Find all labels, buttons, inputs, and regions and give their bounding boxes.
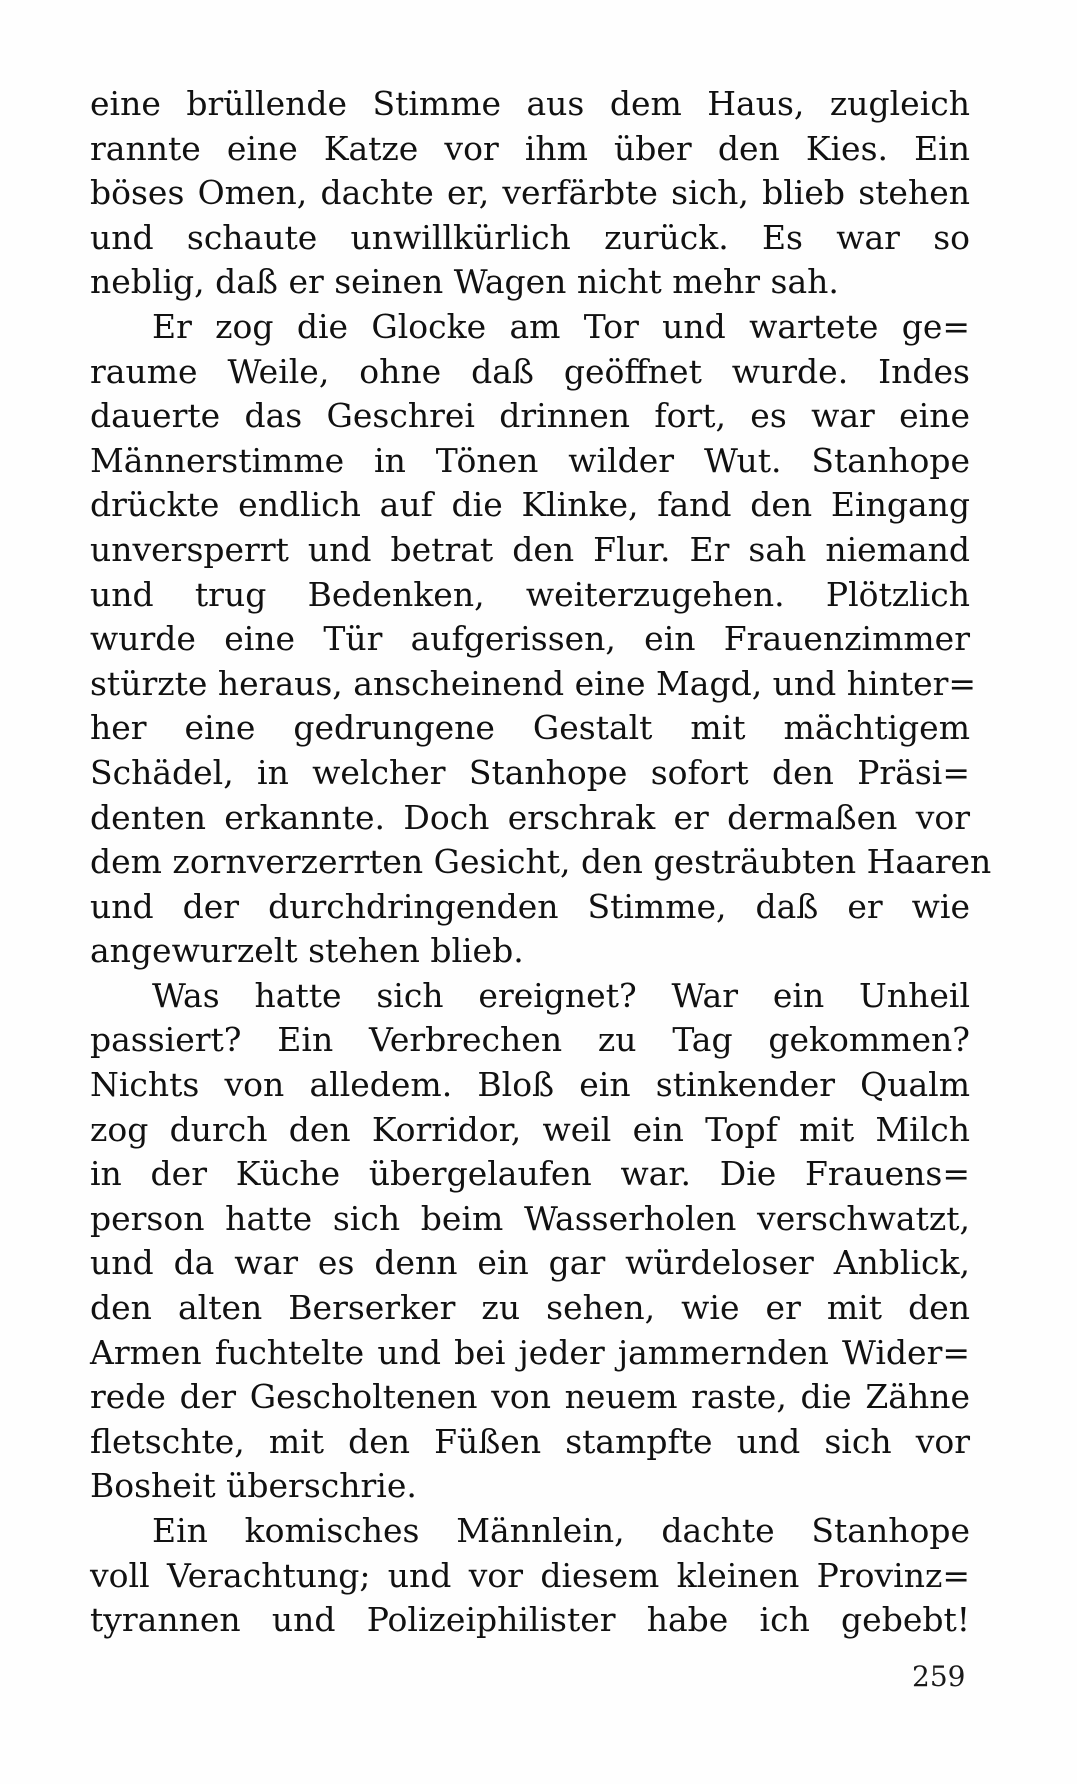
paragraph (90, 305, 992, 974)
text-line: Bosheit überschrie. (90, 1466, 417, 1506)
page-number: 259 (912, 1660, 966, 1693)
text-line: Männerstimme in Tönen wilder Wut. Stanhope (90, 440, 970, 480)
text-line: passiert? Ein Verbrechen zu Tag gekommen? (90, 1020, 970, 1060)
paragraph (90, 82, 970, 305)
text-line: voll Verachtung; und vor diesem kleinen Provinz= (90, 1555, 970, 1595)
text-line: Armen fuchtelte und bei jeder jammernden Wider= (90, 1332, 970, 1372)
text-line: Was hatte sich ereignet? War ein Unheil (152, 975, 970, 1015)
text-line: und der durchdringenden Stimme, daß er wie (90, 886, 970, 926)
text-line: wurde eine Tür aufgerissen, ein Frauenzimmer (90, 619, 970, 659)
text-line: raume Weile, ohne daß geöffnet wurde. Indes (90, 351, 970, 391)
text-line: dauerte das Geschrei drinnen fort, es war eine (90, 396, 970, 436)
text-line: in der Küche übergelaufen war. Die Frauens= (90, 1154, 970, 1194)
text-line: eine brüllende Stimme aus dem Haus, zugleich (90, 84, 970, 123)
text-line: denten erkannte. Doch erschrak er dermaßen vor (90, 797, 970, 837)
text-line: unversperrt und betrat den Flur. Er sah niemand (90, 529, 970, 569)
text-line: her eine gedrungene Gestalt mit mächtigem (90, 708, 970, 748)
text-line: böses Omen, dachte er, verfärbte sich, blieb stehen (90, 173, 970, 213)
text-line: Ein komisches Männlein, dachte Stanhope (152, 1511, 970, 1550)
text-line: fletschte, mit den Füßen stampfte und sich vor (90, 1421, 970, 1461)
text-line: angewurzelt stehen blieb. (90, 931, 524, 971)
text-line: tyrannen und Polizeiphilister habe ich gebebt! (90, 1600, 970, 1640)
text-line: neblig, daß er seinen Wagen nicht mehr sah. (90, 262, 839, 302)
text-line: rannte eine Katze vor ihm über den Kies. Ein (90, 128, 970, 168)
text-line: Nichts von alledem. Bloß ein stinkender Qualm (90, 1065, 970, 1105)
paragraph (90, 974, 970, 1509)
body-text (90, 82, 992, 1643)
text-line: und schaute unwillkürlich zurück. Es war so (90, 217, 970, 257)
text-line: rede der Gescholtenen von neuem raste, die Zähne (90, 1377, 970, 1417)
text-line: person hatte sich beim Wasserholen verschwatzt, (90, 1198, 970, 1238)
text-line: Schädel, in welcher Stanhope sofort den Präsi= (90, 752, 970, 792)
text-line: zog durch den Korridor, weil ein Topf mit Milch (90, 1109, 970, 1149)
paragraph (90, 1509, 970, 1643)
text-line: den alten Berserker zu sehen, wie er mit den (90, 1288, 970, 1328)
text-line: dem zornverzerrten Gesicht, den gesträubten Haaren (90, 842, 992, 882)
text-line: stürzte heraus, anscheinend eine Magd, und hinter= (90, 663, 977, 703)
text-line: und da war es denn ein gar würdeloser Anblick, (90, 1243, 970, 1283)
text-line: und trug Bedenken, weiterzugehen. Plötzlich (90, 574, 970, 614)
text-line: drückte endlich auf die Klinke, fand den Eingang (90, 485, 970, 525)
text-line: Er zog die Glocke am Tor und wartete ge= (152, 306, 970, 346)
